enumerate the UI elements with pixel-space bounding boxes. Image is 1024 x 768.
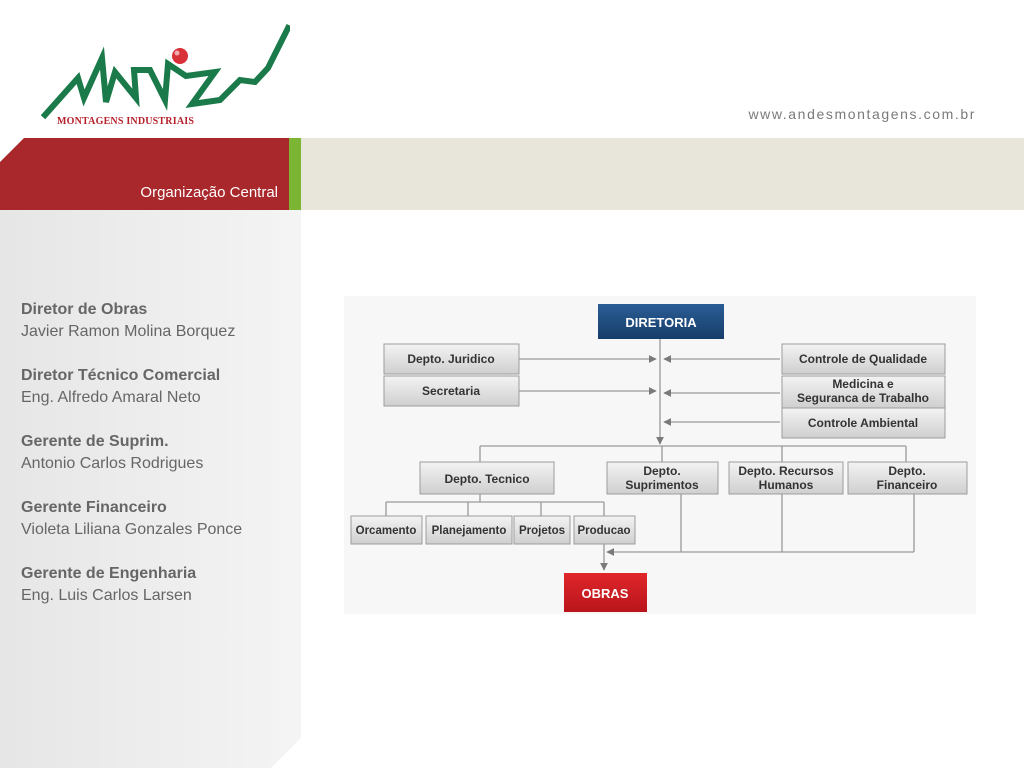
person-role: Gerente de Engenharia xyxy=(21,565,197,582)
header-band-accent xyxy=(289,138,301,210)
org-label: Orcamento xyxy=(355,525,417,537)
org-label: Controle Ambiental xyxy=(807,416,919,430)
org-node-planejamento xyxy=(426,516,512,544)
org-node-secretaria xyxy=(384,376,519,406)
org-label-line: Medicina e xyxy=(832,377,894,391)
org-node-qualidade xyxy=(782,344,945,374)
person-entry xyxy=(21,431,296,475)
org-node-medicina xyxy=(782,376,945,408)
person-name: Violeta Liliana Gonzales Ponce xyxy=(21,521,243,538)
org-label-line: Seguranca de Trabalho xyxy=(796,391,930,405)
person-role: Diretor Técnico Comercial xyxy=(21,367,221,384)
person-name: Antonio Carlos Rodrigues xyxy=(21,455,204,472)
org-label: Projetos xyxy=(518,525,566,537)
person-name: Eng. Alfredo Amaral Neto xyxy=(21,389,201,406)
person-role: Gerente de Suprim. xyxy=(21,433,169,450)
org-node-producao xyxy=(574,516,635,544)
logo-subtitle: MONTAGENS INDUSTRIAIS xyxy=(57,116,195,127)
org-node-tecnico xyxy=(420,462,554,494)
org-label: DIRETORIA xyxy=(625,315,697,330)
person-name: Javier Ramon Molina Borquez xyxy=(21,323,236,340)
people-list xyxy=(21,299,296,629)
website-link[interactable]: www.andesmontagens.com.br xyxy=(748,106,976,122)
person-role: Gerente Financeiro xyxy=(21,499,167,516)
header-band-beige xyxy=(301,138,1024,210)
org-label: OBRAS xyxy=(581,586,629,601)
andes-logo xyxy=(40,20,290,130)
logo-mark-icon xyxy=(45,28,288,115)
person-entry xyxy=(21,299,296,343)
person-entry xyxy=(21,365,296,409)
org-label-line: Depto. xyxy=(643,464,681,478)
person-entry xyxy=(21,563,296,607)
org-node-juridico xyxy=(384,344,519,374)
org-label: Planejamento xyxy=(431,525,507,537)
org-node-orcamento xyxy=(351,516,422,544)
org-node-financeiro xyxy=(848,462,967,494)
org-label-line: Humanos xyxy=(758,478,814,492)
org-label-line: Suprimentos xyxy=(625,478,699,492)
org-node-diretoria xyxy=(598,304,724,339)
org-node-ambiental xyxy=(782,408,945,438)
org-label-line: Depto. xyxy=(888,464,926,478)
org-chart xyxy=(344,296,976,614)
person-entry xyxy=(21,497,296,541)
org-label-line: Depto. Recursos xyxy=(738,464,834,478)
org-node-obras xyxy=(564,573,647,612)
org-node-rh xyxy=(729,462,843,494)
org-label: Controle de Qualidade xyxy=(798,352,928,366)
org-label: Producao xyxy=(577,525,631,537)
org-label: Secretaria xyxy=(421,384,481,398)
person-name: Eng. Luis Carlos Larsen xyxy=(21,587,192,604)
section-title: Organização Central xyxy=(140,184,278,201)
org-label: Depto. Tecnico xyxy=(444,472,530,486)
org-label: Depto. Juridico xyxy=(407,352,495,366)
person-role: Diretor de Obras xyxy=(21,301,148,318)
org-node-suprimentos xyxy=(607,462,718,494)
logo-dot-icon xyxy=(172,48,188,64)
org-label-line: Financeiro xyxy=(876,478,938,492)
org-node-projetos xyxy=(514,516,570,544)
